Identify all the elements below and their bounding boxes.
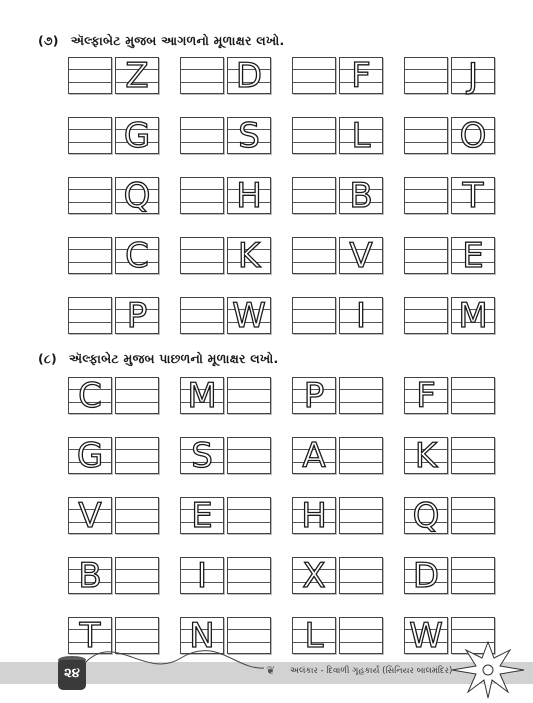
- section-8-item: [292, 557, 385, 594]
- given-letter-box: [227, 237, 271, 274]
- answer-blank-box[interactable]: [292, 237, 336, 274]
- given-letter-box: [115, 117, 159, 154]
- bird-icon: ❦: [266, 664, 276, 677]
- section-7-item: [404, 177, 497, 214]
- section-7-item: [292, 57, 385, 94]
- given-letter-box: [451, 297, 495, 334]
- answer-blank-box[interactable]: [404, 177, 448, 214]
- given-letter: E: [191, 496, 213, 536]
- given-letter: F: [351, 56, 371, 96]
- given-letter-box: [68, 617, 112, 654]
- given-letter-box: [68, 557, 112, 594]
- answer-blank-box[interactable]: [227, 497, 271, 534]
- page-number: ૨૪: [64, 666, 80, 681]
- section-7-item: [404, 57, 497, 94]
- given-letter: T: [462, 176, 484, 216]
- section-8-number: (૮): [38, 351, 57, 366]
- section-7-item: [180, 177, 273, 214]
- section-8-item: [292, 617, 385, 654]
- answer-blank-box[interactable]: [339, 497, 383, 534]
- answer-blank-box[interactable]: [115, 437, 159, 474]
- section-7-item: [292, 117, 385, 154]
- answer-blank-box[interactable]: [292, 177, 336, 214]
- section-8-exercise-grid: [68, 377, 498, 654]
- section-8-instruction: ઍલ્ફાબેટ મુજબ પાછળનો મૂળાક્ષર લખો.: [68, 351, 279, 366]
- given-letter: G: [76, 436, 104, 476]
- given-letter-box: [227, 177, 271, 214]
- given-letter: B: [78, 556, 102, 596]
- given-letter-box: [180, 377, 224, 414]
- given-letter-box: [292, 377, 336, 414]
- given-letter-box: [68, 377, 112, 414]
- given-letter: M: [187, 376, 217, 416]
- section-7-item: [292, 297, 385, 334]
- given-letter: J: [467, 56, 479, 96]
- given-letter: S: [238, 116, 260, 156]
- given-letter: V: [78, 496, 102, 536]
- given-letter: N: [189, 616, 215, 656]
- given-letter: P: [303, 376, 325, 416]
- given-letter-box: [451, 117, 495, 154]
- given-letter: H: [301, 496, 327, 536]
- answer-blank-box[interactable]: [404, 237, 448, 274]
- given-letter: G: [123, 116, 151, 156]
- section-7-item: [68, 57, 161, 94]
- answer-blank-box[interactable]: [68, 117, 112, 154]
- section-7-item: [68, 177, 161, 214]
- given-letter: T: [79, 616, 101, 656]
- given-letter-box: [339, 297, 383, 334]
- answer-blank-box[interactable]: [115, 377, 159, 414]
- section-8-item: [292, 437, 385, 474]
- given-letter: F: [416, 376, 436, 416]
- given-letter: B: [349, 176, 373, 216]
- given-letter: I: [355, 296, 367, 336]
- given-letter-box: [115, 57, 159, 94]
- answer-blank-box[interactable]: [115, 497, 159, 534]
- given-letter-box: [227, 117, 271, 154]
- section-7-item: [68, 117, 161, 154]
- answer-blank-box[interactable]: [451, 497, 495, 534]
- given-letter: L: [304, 616, 324, 656]
- given-letter-box: [404, 377, 448, 414]
- section-8-heading: [38, 351, 278, 367]
- section-8-item: [404, 377, 497, 414]
- wire-decoration: [86, 640, 266, 680]
- given-letter-box: [339, 177, 383, 214]
- given-letter: K: [414, 436, 438, 476]
- answer-blank-box[interactable]: [180, 177, 224, 214]
- answer-blank-box[interactable]: [180, 237, 224, 274]
- section-8-item: [180, 557, 273, 594]
- answer-blank-box[interactable]: [68, 297, 112, 334]
- given-letter: Z: [125, 56, 149, 96]
- section-8-item: [292, 497, 385, 534]
- answer-blank-box[interactable]: [180, 57, 224, 94]
- answer-blank-box[interactable]: [404, 117, 448, 154]
- section-8-item: [68, 557, 161, 594]
- given-letter-box: [68, 437, 112, 474]
- section-7-heading: [38, 33, 284, 49]
- section-7-instruction: ઍલ્ફાબેટ મુજબ આગળનો મૂળાક્ષર લખો.: [70, 33, 285, 48]
- given-letter: W: [409, 616, 443, 656]
- given-letter-box: [115, 297, 159, 334]
- section-7-item: [180, 237, 273, 274]
- answer-blank-box[interactable]: [292, 117, 336, 154]
- given-letter: D: [235, 56, 263, 96]
- given-letter: H: [236, 176, 262, 216]
- section-8-item: [68, 437, 161, 474]
- answer-blank-box[interactable]: [451, 377, 495, 414]
- given-letter-box: [180, 617, 224, 654]
- section-7-item: [180, 57, 273, 94]
- given-letter-box: [404, 437, 448, 474]
- section-7-item: [180, 297, 273, 334]
- given-letter: L: [351, 116, 371, 156]
- given-letter-box: [115, 237, 159, 274]
- section-7-item: [404, 117, 497, 154]
- section-7-item: [292, 237, 385, 274]
- given-letter: P: [126, 296, 148, 336]
- fairy-illustration: [448, 640, 528, 700]
- answer-blank-box[interactable]: [227, 437, 271, 474]
- given-letter-box: [180, 557, 224, 594]
- given-letter-box: [404, 617, 448, 654]
- section-7-item: [180, 117, 273, 154]
- given-letter-box: [68, 497, 112, 534]
- answer-blank-box[interactable]: [451, 437, 495, 474]
- answer-blank-box[interactable]: [404, 297, 448, 334]
- answer-blank-box[interactable]: [227, 557, 271, 594]
- section-8-item: [292, 377, 385, 414]
- given-letter-box: [451, 57, 495, 94]
- section-8-item: [180, 497, 273, 534]
- given-letter: I: [196, 556, 208, 596]
- answer-blank-box[interactable]: [339, 617, 383, 654]
- answer-blank-box[interactable]: [404, 57, 448, 94]
- given-letter: X: [302, 556, 326, 596]
- section-7-item: [404, 297, 497, 334]
- answer-blank-box[interactable]: [115, 557, 159, 594]
- given-letter-box: [404, 557, 448, 594]
- section-8-item: [404, 497, 497, 534]
- given-letter: Q: [412, 496, 440, 536]
- given-letter-box: [451, 237, 495, 274]
- given-letter: E: [462, 236, 484, 276]
- given-letter: Q: [123, 176, 151, 216]
- given-letter: C: [125, 236, 149, 276]
- section-7-item: [68, 237, 161, 274]
- given-letter-box: [180, 497, 224, 534]
- answer-blank-box[interactable]: [339, 557, 383, 594]
- given-letter: S: [191, 436, 213, 476]
- given-letter-box: [339, 237, 383, 274]
- section-8-item: [404, 437, 497, 474]
- given-letter-box: [292, 557, 336, 594]
- section-8-item: [68, 377, 161, 414]
- given-letter: K: [237, 236, 261, 276]
- section-7-item: [292, 177, 385, 214]
- section-7-item: [68, 297, 161, 334]
- given-letter: W: [232, 296, 266, 336]
- given-letter-box: [227, 297, 271, 334]
- section-8-item: [180, 377, 273, 414]
- given-letter: V: [349, 236, 373, 276]
- answer-blank-box[interactable]: [180, 117, 224, 154]
- given-letter-box: [115, 177, 159, 214]
- given-letter-box: [292, 497, 336, 534]
- section-7-exercise-grid: [68, 57, 498, 334]
- section-7-number: (૭): [38, 33, 59, 48]
- answer-blank-box[interactable]: [451, 557, 495, 594]
- given-letter-box: [451, 177, 495, 214]
- given-letter-box: [227, 57, 271, 94]
- answer-blank-box[interactable]: [180, 297, 224, 334]
- answer-blank-box[interactable]: [292, 297, 336, 334]
- given-letter-box: [404, 497, 448, 534]
- section-8-item: [68, 497, 161, 534]
- given-letter-box: [339, 57, 383, 94]
- section-8-item: [404, 557, 497, 594]
- section-8-item: [180, 437, 273, 474]
- answer-blank-box[interactable]: [68, 57, 112, 94]
- given-letter: M: [458, 296, 488, 336]
- answer-blank-box[interactable]: [227, 377, 271, 414]
- given-letter-box: [292, 437, 336, 474]
- book-title: અલંકાર - દિવાળી ગૃહકાર્ય (સિનિયર બાલમંદિર): [290, 666, 453, 676]
- given-letter-box: [292, 617, 336, 654]
- answer-blank-box[interactable]: [339, 437, 383, 474]
- given-letter: C: [78, 376, 102, 416]
- given-letter: D: [412, 556, 440, 596]
- given-letter-box: [339, 117, 383, 154]
- answer-blank-box[interactable]: [68, 237, 112, 274]
- given-letter: A: [302, 436, 326, 476]
- answer-blank-box[interactable]: [339, 377, 383, 414]
- section-7-item: [404, 237, 497, 274]
- answer-blank-box[interactable]: [292, 57, 336, 94]
- given-letter-box: [180, 437, 224, 474]
- answer-blank-box[interactable]: [68, 177, 112, 214]
- given-letter: O: [459, 116, 487, 156]
